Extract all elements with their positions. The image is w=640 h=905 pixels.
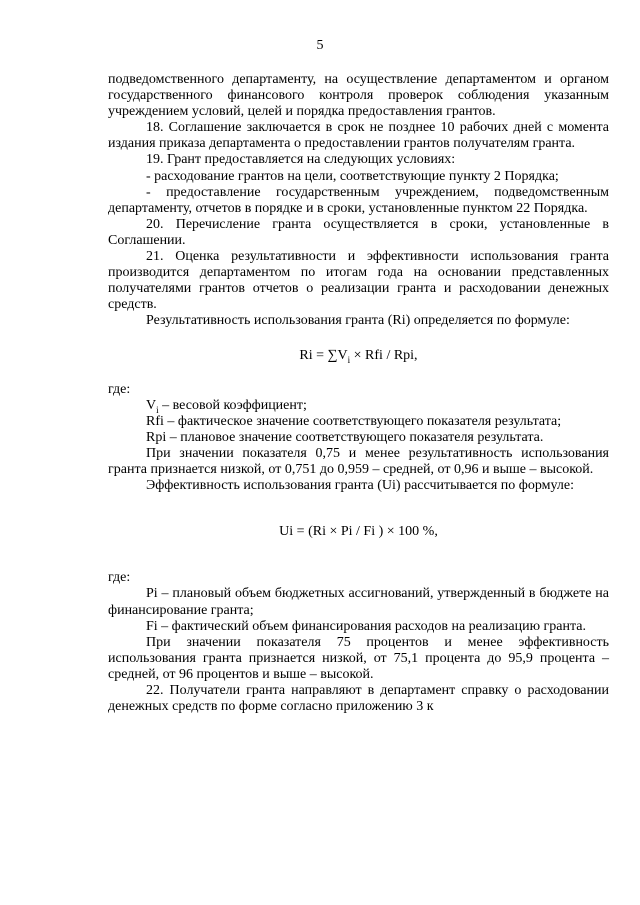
formula-efficiency: Ui = (Ri × Pi / Fi ) × 100 %, xyxy=(279,524,438,540)
definition-vi xyxy=(108,398,609,414)
definition-vi-text: – весовой коэффициент; xyxy=(158,397,307,413)
document-body xyxy=(108,72,609,715)
paragraph-continuation: подведомственного департаменту, на осуществление департаментом и органом государственного финансового контроля проверок соблюдения указанным учреждением условий, целей и порядка предоставления грантов. xyxy=(108,72,609,120)
paragraph-21: 21. Оценка результативности и эффективности использования гранта производится департаментом по итогам года на основании представленных получателями грантов отчетов о реализации гранта и расходовании денежных средств. xyxy=(108,249,609,313)
formula-result-right: × Rfi / Rpi, xyxy=(350,347,418,363)
formula-result-subscript: i xyxy=(347,354,351,365)
definition-rfi: Rfi – фактическое значение соответствующего показателя результата; xyxy=(146,413,562,429)
spacer xyxy=(108,330,609,348)
paragraph-21-result-formula-intro: Результативность использования гранта (Ri) определяется по формуле: xyxy=(146,313,570,329)
definition-fi: Fi – фактический объем финансирования расходов на реализацию гранта. xyxy=(146,618,586,634)
where-label-2: где: xyxy=(108,570,131,586)
definition-vi-symbol: V xyxy=(146,397,157,413)
paragraph-18: 18. Соглашение заключается в срок не позднее 10 рабочих дней с момента издания приказа департамента о предоставлении грантов получателям гранта. xyxy=(108,120,609,152)
paragraph-efficiency-scale: При значении показателя 75 процентов и менее эффективность использования гранта признается низкой, от 75,1 процента до 95,9 процента – средней, от 96 процентов и выше – высокой. xyxy=(108,634,609,682)
paragraph-19: 19. Грант предоставляется на следующих условиях: xyxy=(146,152,456,168)
spacer xyxy=(108,540,609,570)
paragraph-20: 20. Перечисление гранта осуществляется в сроки, установленные в Соглашении. xyxy=(108,216,609,248)
spacer xyxy=(108,364,609,382)
page-number: 5 xyxy=(316,38,324,53)
definition-pi: Pi – плановый объем бюджетных ассигнований, утвержденный в бюджете на финансирование гранта; xyxy=(108,586,609,618)
paragraph-19-item-2: - предоставление государственным учреждением, подведомственным департаменту, отчетов в порядке и в сроки, установленные пунктом 22 Порядка. xyxy=(108,184,609,216)
paragraph-19-item-1: - расходование грантов на цели, соответствующие пункту 2 Порядка; xyxy=(146,168,559,184)
definition-rpi: Rpi – плановое значение соответствующего показателя результата. xyxy=(146,429,544,445)
paragraph-result-scale: При значении показателя 0,75 и менее результативность использования гранта признается низкой, от 0,751 до 0,959 – средней, от 0,96 и выше – высокой. xyxy=(108,445,609,478)
formula-result-left: Ri = ∑V xyxy=(299,347,348,363)
paragraph-22: 22. Получатели гранта направляют в департамент справку о расходовании денежных средств по форме согласно приложению 3 к xyxy=(108,683,609,715)
where-label-1: где: xyxy=(108,381,131,397)
spacer xyxy=(108,494,609,524)
definition-vi-subscript: i xyxy=(156,404,159,415)
paragraph-efficiency-formula-intro: Эффективность использования гранта (Ui) рассчитывается по формуле: xyxy=(146,478,574,494)
formula-result xyxy=(108,348,609,364)
